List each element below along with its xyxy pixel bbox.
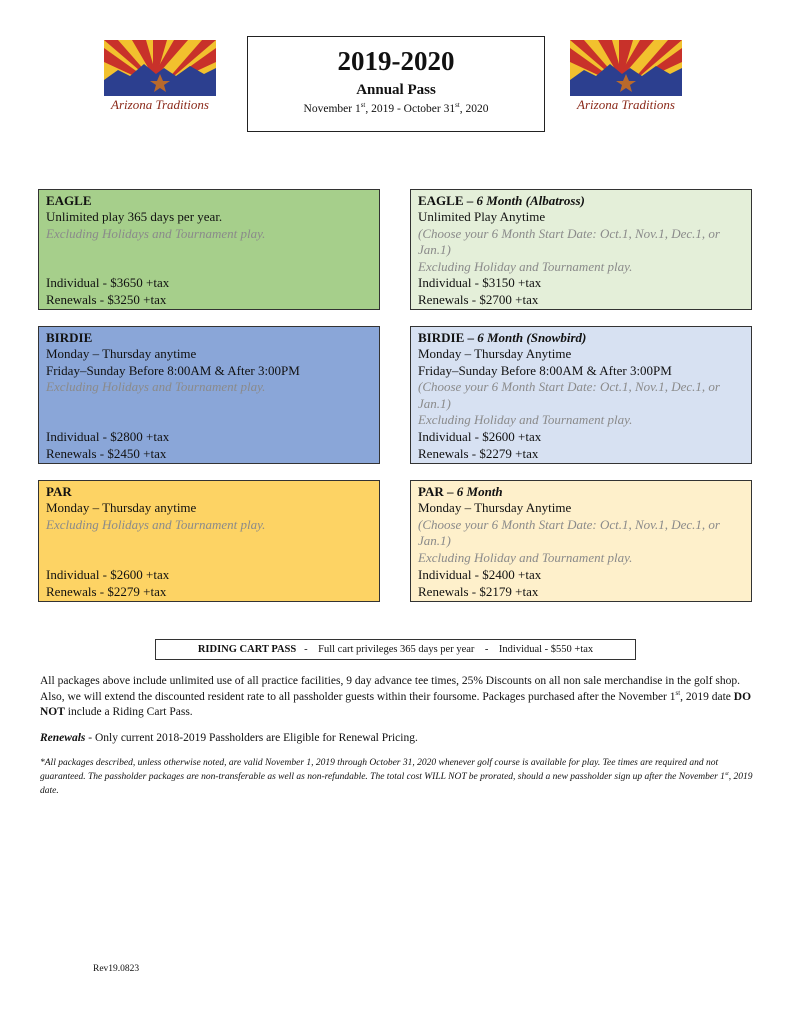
renewals-label: Renewals (40, 732, 86, 744)
info-sup: st (675, 689, 681, 697)
riding-cart-pass-box (155, 639, 636, 660)
package-birdie (38, 326, 380, 464)
package-birdie-6-month (410, 326, 752, 464)
package-name (418, 193, 744, 209)
pass-title: Annual Pass (356, 82, 436, 98)
package-name-sub: 6 Month (456, 484, 503, 499)
dates-end-sup: st (455, 102, 460, 110)
arizona-flag-icon (570, 40, 682, 96)
package-desc: Unlimited Play Anytime (418, 209, 546, 225)
arizona-traditions-logo (104, 40, 216, 118)
package-name-main: EAGLE – (418, 193, 477, 208)
package-name: EAGLE (46, 193, 92, 208)
logo-brand-text: Arizona Traditions (111, 97, 209, 112)
dates-start-sup: st (360, 102, 366, 110)
package-note: Excluding Holidays and Tournament play. (46, 516, 266, 532)
package-desc: Friday–Sunday Before 8:00AM & After 3:00PM (418, 362, 672, 378)
price-renewals: Renewals - $2450 +tax (46, 445, 167, 461)
package-desc: Unlimited play 365 days per year. (46, 209, 223, 225)
season-years: 2019-2020 (337, 46, 455, 76)
info-text: include a Riding Cart Pass. (64, 706, 193, 718)
package-name (418, 330, 744, 346)
package-start-options: (Choose your 6 Month Start Date: Oct.1, Nov.1, Dec.1, or Jan.1) (418, 225, 720, 258)
package-prices (418, 275, 541, 308)
package-name: BIRDIE (46, 330, 93, 345)
package-name: PAR (46, 484, 72, 499)
price-renewals: Renewals - $3250 +tax (46, 291, 167, 307)
package-start-options: (Choose your 6 Month Start Date: Oct.1, Nov.1, Dec.1, or Jan.1) (418, 379, 720, 411)
fine-print-text: , 2019 date. (40, 772, 753, 796)
package-desc: Monday – Thursday anytime (46, 500, 197, 516)
package-desc: Friday–Sunday Before 8:00AM & After 3:00PM (46, 362, 300, 378)
price-renewals: Renewals - $2279 +tax (418, 445, 539, 461)
renewals-info-paragraph (40, 731, 756, 746)
price-renewals: Renewals - $2179 +tax (418, 583, 539, 599)
price-individual: Individual - $2600 +tax (46, 567, 170, 583)
arizona-traditions-logo (570, 40, 682, 118)
fine-print-sup: st (724, 770, 729, 777)
arizona-flag-icon (104, 40, 216, 96)
package-note: Excluding Holiday and Tournament play. (418, 258, 633, 274)
info-text: All packages above include unlimited use of all practice facilities, 9 day advance tee times, 25% Discounts on all non sale merchandise in the golf shop. Also, we will extend the discounted resident rate to all passholder guests within their foursome. Packages purchased after the November 1 (40, 675, 741, 703)
title-box (247, 36, 545, 132)
packages-info-paragraph (40, 674, 756, 721)
package-desc: Monday – Thursday Anytime (418, 346, 572, 362)
package-eagle (38, 189, 380, 310)
dates-end: , 2020 (459, 103, 489, 115)
package-start-options: (Choose your 6 Month Start Date: Oct.1, Nov.1, Dec.1, or Jan.1) (418, 516, 720, 549)
package-prices (418, 567, 541, 600)
package-name-sub: 6 Month (Snowbird) (477, 330, 587, 345)
package-note: Excluding Holidays and Tournament play. (46, 379, 266, 395)
package-eagle-6-month (410, 189, 752, 310)
price-individual: Individual - $2600 +tax (418, 429, 542, 445)
fine-print (40, 756, 756, 798)
package-name-main: BIRDIE – (418, 330, 478, 345)
package-note: Excluding Holidays and Tournament play. (46, 225, 266, 241)
package-desc: Monday – Thursday anytime (46, 346, 197, 362)
cart-pass-label: RIDING CART PASS (197, 644, 297, 655)
fine-print-text: *All packages described, unless otherwise noted, are valid November 1, 2019 through October 31, 2020 whenever golf course is available for play. Tee times are required and not guaranteed. The passholder packages are non-transferable as well as non-refundable. The total cost WILL NOT be prorated, should a new passholder sign up after the November 1 (40, 758, 725, 782)
price-individual: Individual - $3650 +tax (46, 275, 170, 291)
cart-pass-detail: - Full cart privileges 365 days per year - Individual - $550 +tax (296, 644, 594, 655)
info-emphasis: DO NOT (40, 690, 752, 718)
package-desc: Monday – Thursday Anytime (418, 500, 572, 516)
package-prices (418, 429, 541, 462)
package-prices (46, 429, 169, 462)
price-individual: Individual - $2400 +tax (418, 567, 542, 583)
dates-start: November 1 (303, 103, 361, 115)
logo-brand-text: Arizona Traditions (577, 97, 675, 112)
renewals-text: - Only current 2018-2019 Passholders are Eligible for Renewal Pricing. (85, 732, 418, 744)
dates-mid: , 2019 - October 31 (365, 103, 456, 115)
package-name-sub: 6 Month (Albatross) (476, 193, 585, 208)
package-prices (46, 567, 169, 600)
package-name-main: PAR – (418, 484, 457, 499)
price-individual: Individual - $2800 +tax (46, 429, 170, 445)
price-individual: Individual - $3150 +tax (418, 275, 542, 291)
package-par (38, 480, 380, 602)
pass-dates (248, 102, 544, 117)
info-text: , 2019 date (680, 690, 734, 703)
price-renewals: Renewals - $2700 +tax (418, 291, 539, 307)
package-note: Excluding Holiday and Tournament play. (418, 412, 633, 428)
package-name (418, 484, 744, 500)
package-par-6-month (410, 480, 752, 602)
package-note: Excluding Holiday and Tournament play. (418, 549, 633, 565)
revision-code: Rev19.0823 (93, 964, 140, 974)
price-renewals: Renewals - $2279 +tax (46, 583, 167, 599)
package-prices (46, 275, 169, 308)
